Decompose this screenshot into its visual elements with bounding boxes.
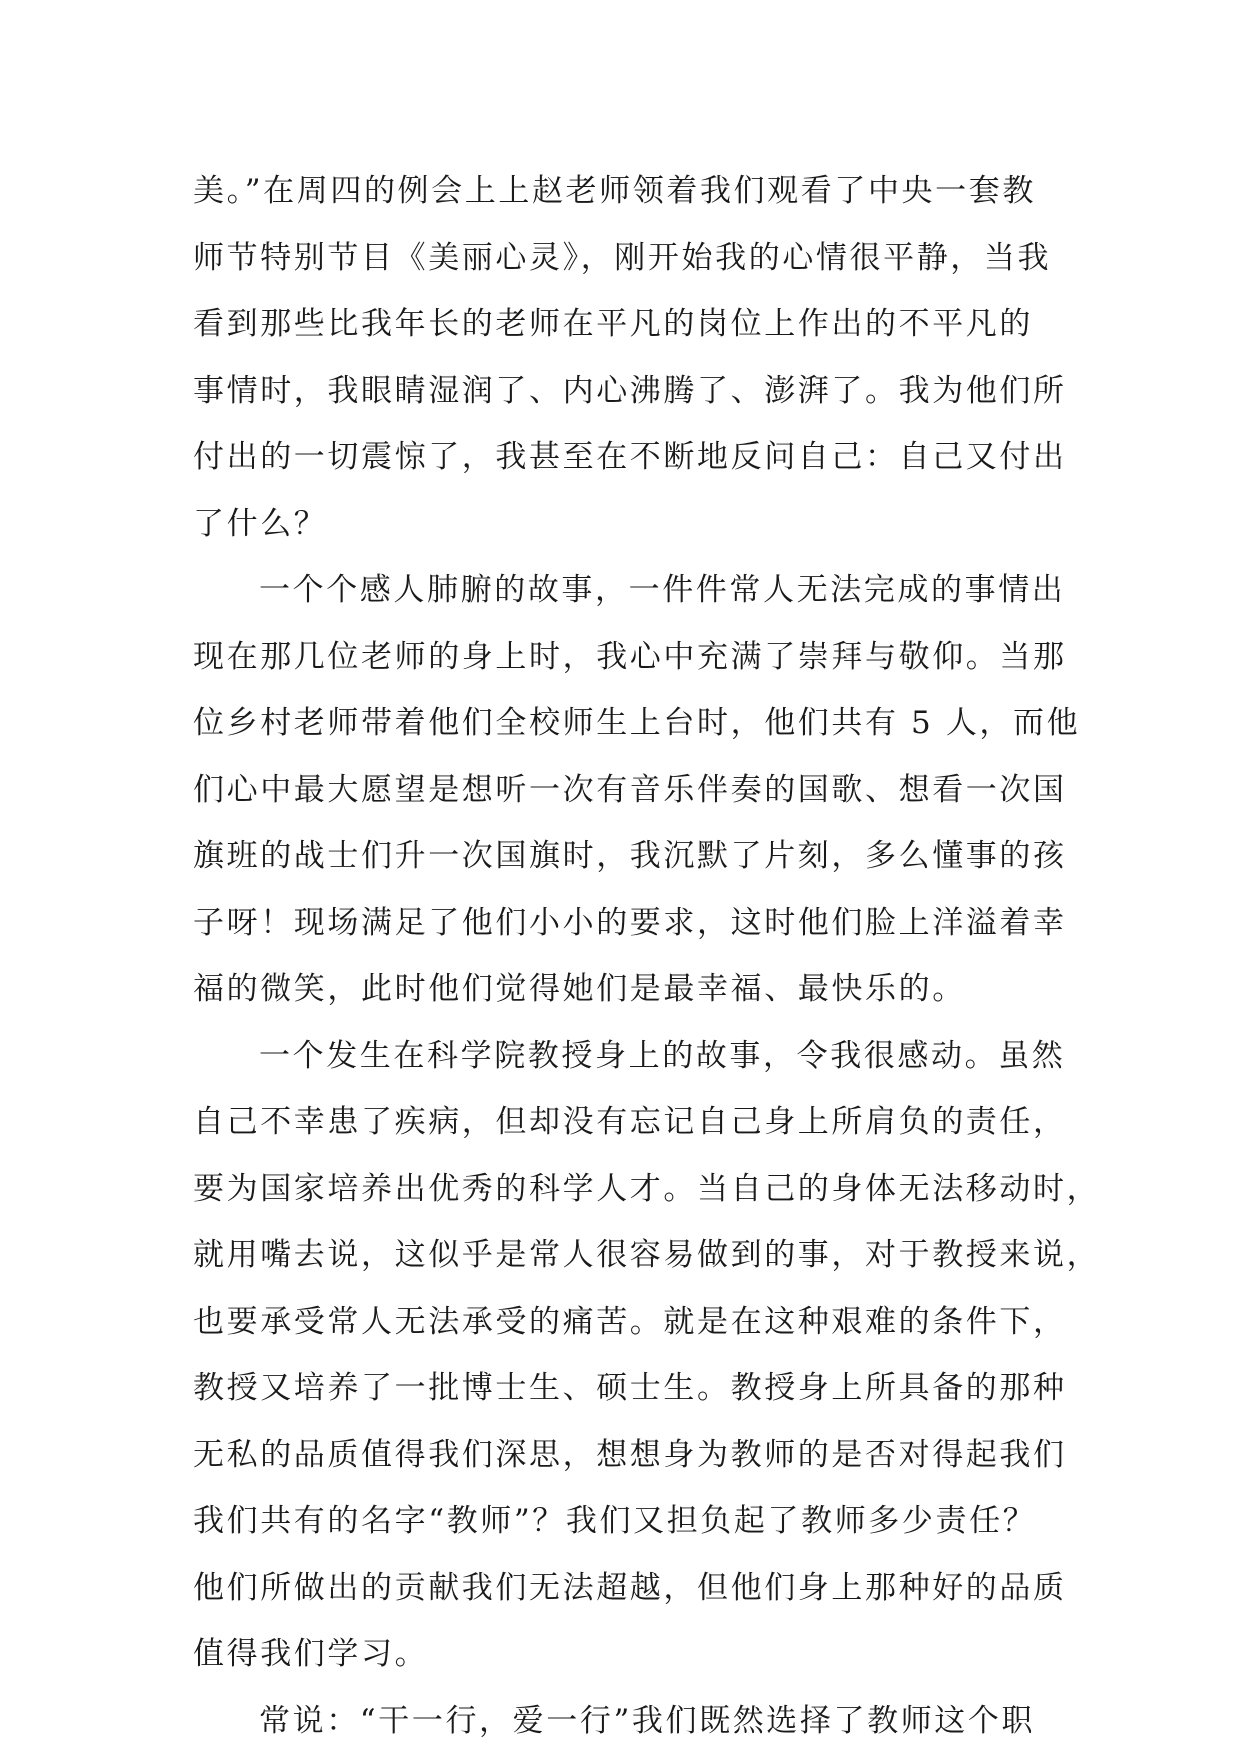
text-line: 福的微笑，此时他们觉得她们是最幸福、最快乐的。 [193, 971, 966, 1007]
text-line-paragraph-start: 一个发生在科学院教授身上的故事，令我很感动。虽然 [259, 1037, 1066, 1074]
text-line: 事情时，我眼睛湿润了、内心沸腾了、澎湃了。我为他们所 [193, 372, 1067, 409]
text-line: 位乡村老师带着他们全校师生上台时，他们共有 5 人，而他 [193, 705, 1081, 741]
text-line: 们心中最大愿望是想听一次有音乐伴奏的国歌、想看一次国 [193, 771, 1067, 808]
text-line: 了什么？ [193, 505, 328, 542]
text-line: 自己不幸患了疾病，但却没有忘记自己身上所肩负的责任， [193, 1104, 1067, 1140]
text-line: 就用嘴去说，这似乎是常人很容易做到的事，对于教授来说， [193, 1237, 1101, 1273]
text-line: 旗班的战士们升一次国旗时，我沉默了片刻，多么懂事的孩 [193, 838, 1067, 874]
text-line-paragraph-start: 常说：“干一行，爱一行”我们既然选择了教师这个职 [259, 1702, 1036, 1739]
text-line: 无私的品质值得我们深思，想想身为教师的是否对得起我们 [193, 1436, 1067, 1473]
text-line: 我们共有的名字“教师”？我们又担负起了教师多少责任？ [193, 1503, 1037, 1539]
text-line: 他们所做出的贡献我们无法超越，但他们身上那种好的品质 [193, 1569, 1067, 1606]
text-line: 现在那几位老师的身上时，我心中充满了崇拜与敬仰。当那 [193, 638, 1067, 675]
text-line: 付出的一切震惊了，我甚至在不断地反问自己：自己又付出 [193, 439, 1067, 475]
text-line-paragraph-start: 一个个感人肺腑的故事，一件件常人无法完成的事情出 [259, 572, 1066, 608]
text-line: 也要承受常人无法承受的痛苦。就是在这种艰难的条件下， [193, 1303, 1067, 1340]
text-line: 师节特别节目《美丽心灵》，刚开始我的心情很平静，当我 [193, 239, 1052, 276]
text-line: 值得我们学习。 [193, 1636, 429, 1672]
text-line: 要为国家培养出优秀的科学人才。当自己的身体无法移动时， [193, 1170, 1101, 1207]
text-line: 美。”在周四的例会上上赵老师领着我们观看了中央一套教 [193, 173, 1036, 209]
text-line: 看到那些比我年长的老师在平凡的岗位上作出的不平凡的 [193, 306, 1033, 342]
text-line: 子呀！现场满足了他们小小的要求，这时他们脸上洋溢着幸 [193, 904, 1067, 941]
body-text [193, 158, 1101, 1754]
text-line: 教授又培养了一批博士生、硕士生。教授身上所具备的那种 [193, 1370, 1067, 1406]
